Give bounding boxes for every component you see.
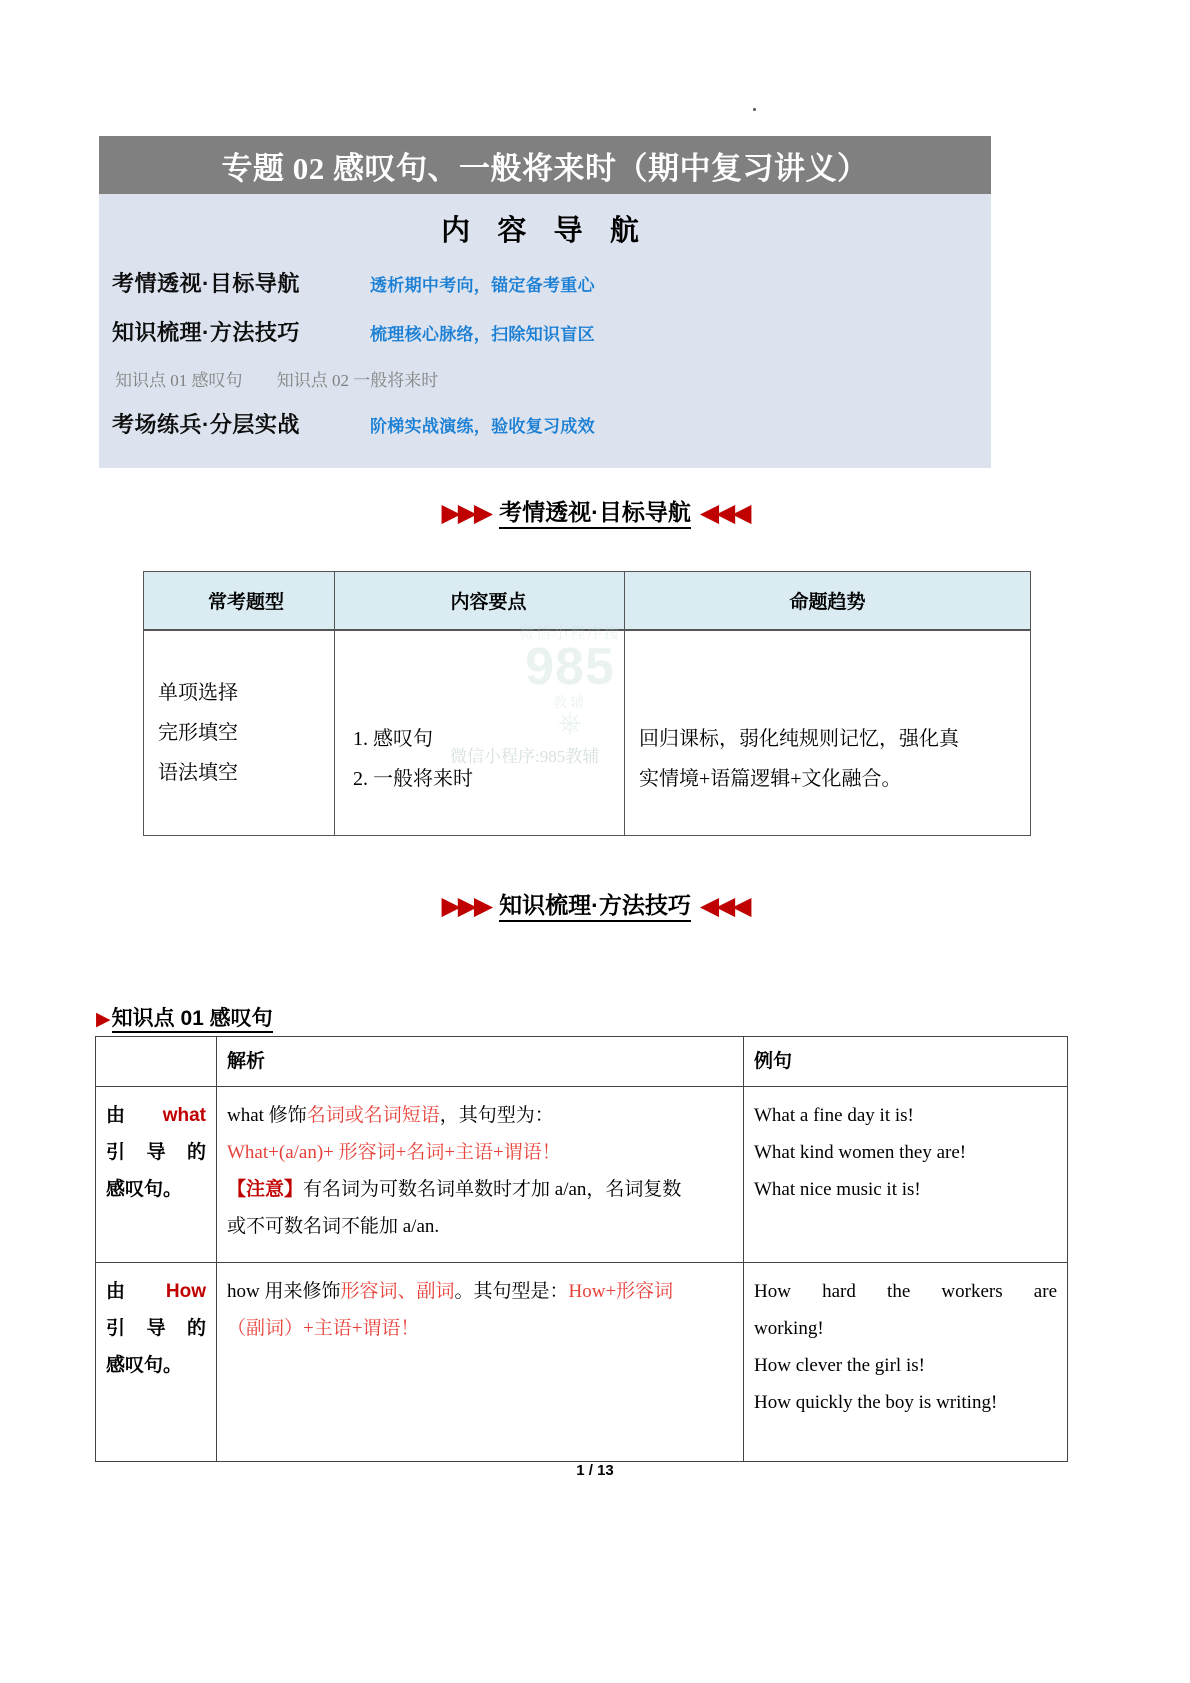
knowledge-point-01-heading bbox=[96, 1002, 273, 1032]
lead-prefix: 由 bbox=[106, 1105, 142, 1127]
grammar-table-header-row bbox=[96, 1037, 1068, 1087]
analysis-formula-how-part2: （副词）+主语+谓语！ bbox=[227, 1318, 420, 1340]
grammar-header-examples: 例句 bbox=[744, 1037, 1068, 1087]
analysis-formula-how-part1: How+形容词 bbox=[568, 1281, 674, 1303]
grammar-examples-what bbox=[744, 1087, 1068, 1263]
content-point-item: 1. 感叹句 bbox=[353, 728, 433, 750]
example-sentence: How quickly the boy is writing! bbox=[754, 1392, 998, 1414]
watermark-top-text: 微信小程序搜 bbox=[518, 625, 621, 642]
analysis-formula-what: What+(a/an)+ 形容词+名词+主语+谓语！ bbox=[227, 1142, 561, 1164]
grammar-analysis-what bbox=[217, 1087, 744, 1263]
header-content-points: 内容要点 bbox=[335, 572, 625, 631]
nav-heading: 内 容 导 航 bbox=[441, 215, 649, 247]
analysis-line bbox=[227, 1134, 733, 1171]
grammar-examples-how bbox=[744, 1263, 1068, 1462]
header-exam-trends: 命题趋势 bbox=[625, 572, 1031, 631]
nav-knowledge-points bbox=[99, 366, 991, 391]
grammar-row-label-what bbox=[96, 1087, 217, 1263]
nav-row-knowledge-review bbox=[99, 316, 991, 347]
analysis-line bbox=[227, 1097, 733, 1134]
lead-line-3: 感叹句。 bbox=[106, 1179, 183, 1201]
watermark-sub-text: 教辅 bbox=[553, 694, 587, 711]
nav-desc-exam-insight: 透析期中考向，锚定备考重心 bbox=[370, 276, 595, 295]
grammar-header-analysis: 解析 bbox=[217, 1037, 744, 1087]
analysis-part-highlight: 名词或名词短语 bbox=[306, 1105, 440, 1127]
analysis-line bbox=[227, 1310, 733, 1347]
chevron-left-icon: ◀◀◀ bbox=[699, 498, 749, 527]
chevron-right-icon: ▶▶▶ bbox=[441, 891, 491, 920]
section-header-exam-insight bbox=[0, 494, 1190, 527]
lead-line-2: 引 导 的 bbox=[106, 1318, 206, 1340]
page-title: 专题 02 感叹句、一般将来时（期中复习讲义） bbox=[221, 150, 869, 186]
analysis-part: 。其句型是： bbox=[454, 1281, 569, 1303]
exam-trend-line: 实情境+语篇逻辑+文化融合。 bbox=[639, 768, 902, 790]
document-title-bar bbox=[99, 136, 991, 194]
table-row bbox=[144, 630, 1031, 836]
example-sentence: How hard the workers are bbox=[754, 1281, 1057, 1303]
lead-keyword-what: what bbox=[162, 1105, 206, 1127]
analysis-part: how 用来修饰 bbox=[227, 1281, 341, 1303]
nav-desc-knowledge-review: 梳理核心脉络，扫除知识盲区 bbox=[370, 325, 595, 344]
example-sentence: What nice music it is! bbox=[754, 1179, 921, 1201]
question-type-item: 语法填空 bbox=[158, 762, 238, 784]
analysis-part-highlight: 形容词、副词 bbox=[340, 1281, 455, 1303]
lead-line-3: 感叹句。 bbox=[106, 1355, 183, 1377]
analysis-note-marker: 【注意】 bbox=[227, 1179, 304, 1201]
nav-label-practice: 考场练兵·分层实战 bbox=[112, 412, 300, 437]
grammar-analysis-how bbox=[217, 1263, 744, 1462]
page-footer: 1 / 13 bbox=[576, 1462, 614, 1479]
grammar-rules-table bbox=[95, 1036, 1068, 1462]
nav-row-exam-insight bbox=[99, 267, 991, 298]
analysis-line bbox=[227, 1171, 733, 1208]
nav-point-01: 知识点 01 感叹句 bbox=[115, 371, 243, 390]
watermark-number: 985 bbox=[525, 638, 615, 696]
lead-keyword-how: How bbox=[165, 1281, 206, 1303]
watermark-book-icon: ⎈ bbox=[558, 706, 582, 740]
knowledge-point-01-title: 知识点 01 感叹句 bbox=[112, 1007, 273, 1033]
lead-prefix: 由 bbox=[106, 1281, 143, 1303]
exam-overview-table bbox=[143, 571, 1031, 836]
watermark-inline-text: 微信小程序:985教辅 bbox=[450, 747, 600, 766]
nav-point-02: 知识点 02 一般将来时 bbox=[276, 371, 439, 390]
chevron-left-icon: ◀◀◀ bbox=[699, 891, 749, 920]
nav-row-practice bbox=[99, 408, 991, 439]
exam-trend-line: 回归课标，弱化纯规则记忆，强化真 bbox=[639, 728, 959, 750]
example-sentence: working! bbox=[754, 1318, 824, 1340]
cell-content-points bbox=[335, 630, 625, 836]
nav-label-knowledge-review: 知识梳理·方法技巧 bbox=[112, 320, 300, 345]
cell-exam-trends bbox=[625, 630, 1031, 836]
analysis-line bbox=[227, 1273, 733, 1310]
nav-label-exam-insight: 考情透视·目标导航 bbox=[112, 271, 300, 296]
section-header-knowledge-review bbox=[0, 887, 1190, 920]
cell-question-types bbox=[144, 630, 335, 836]
example-sentence: What kind women they are! bbox=[754, 1142, 967, 1164]
triangle-right-icon: ▶ bbox=[96, 1008, 111, 1030]
analysis-part: 有名词为可数名词单数时才加 a/an，名词复数 bbox=[303, 1179, 682, 1201]
analysis-part: ，其句型为： bbox=[439, 1105, 554, 1127]
chevron-right-icon: ▶▶▶ bbox=[441, 498, 491, 527]
analysis-line bbox=[227, 1208, 733, 1245]
table-header-row bbox=[144, 572, 1031, 631]
stray-dot-mark bbox=[753, 108, 756, 111]
lead-line-2: 引 导 的 bbox=[106, 1142, 206, 1164]
table-row bbox=[96, 1087, 1068, 1263]
header-question-types: 常考题型 bbox=[144, 572, 335, 631]
example-sentence: How clever the girl is! bbox=[754, 1355, 925, 1377]
question-type-item: 单项选择 bbox=[158, 682, 238, 704]
question-type-item: 完形填空 bbox=[158, 722, 238, 744]
nav-desc-practice: 阶梯实战演练，验收复习成效 bbox=[370, 417, 595, 436]
table-row bbox=[96, 1263, 1068, 1462]
grammar-header-blank bbox=[96, 1037, 217, 1087]
content-point-item: 2. 一般将来时 bbox=[353, 768, 473, 790]
example-sentence: What a fine day it is! bbox=[754, 1105, 914, 1127]
analysis-part: 或不可数名词不能加 a/an. bbox=[227, 1216, 440, 1238]
section-title-knowledge-review: 知识梳理·方法技巧 bbox=[499, 892, 691, 922]
section-title-exam-insight: 考情透视·目标导航 bbox=[499, 499, 691, 529]
analysis-part: what 修饰 bbox=[227, 1105, 307, 1127]
grammar-row-label-how bbox=[96, 1263, 217, 1462]
content-navigation-box bbox=[99, 194, 991, 468]
